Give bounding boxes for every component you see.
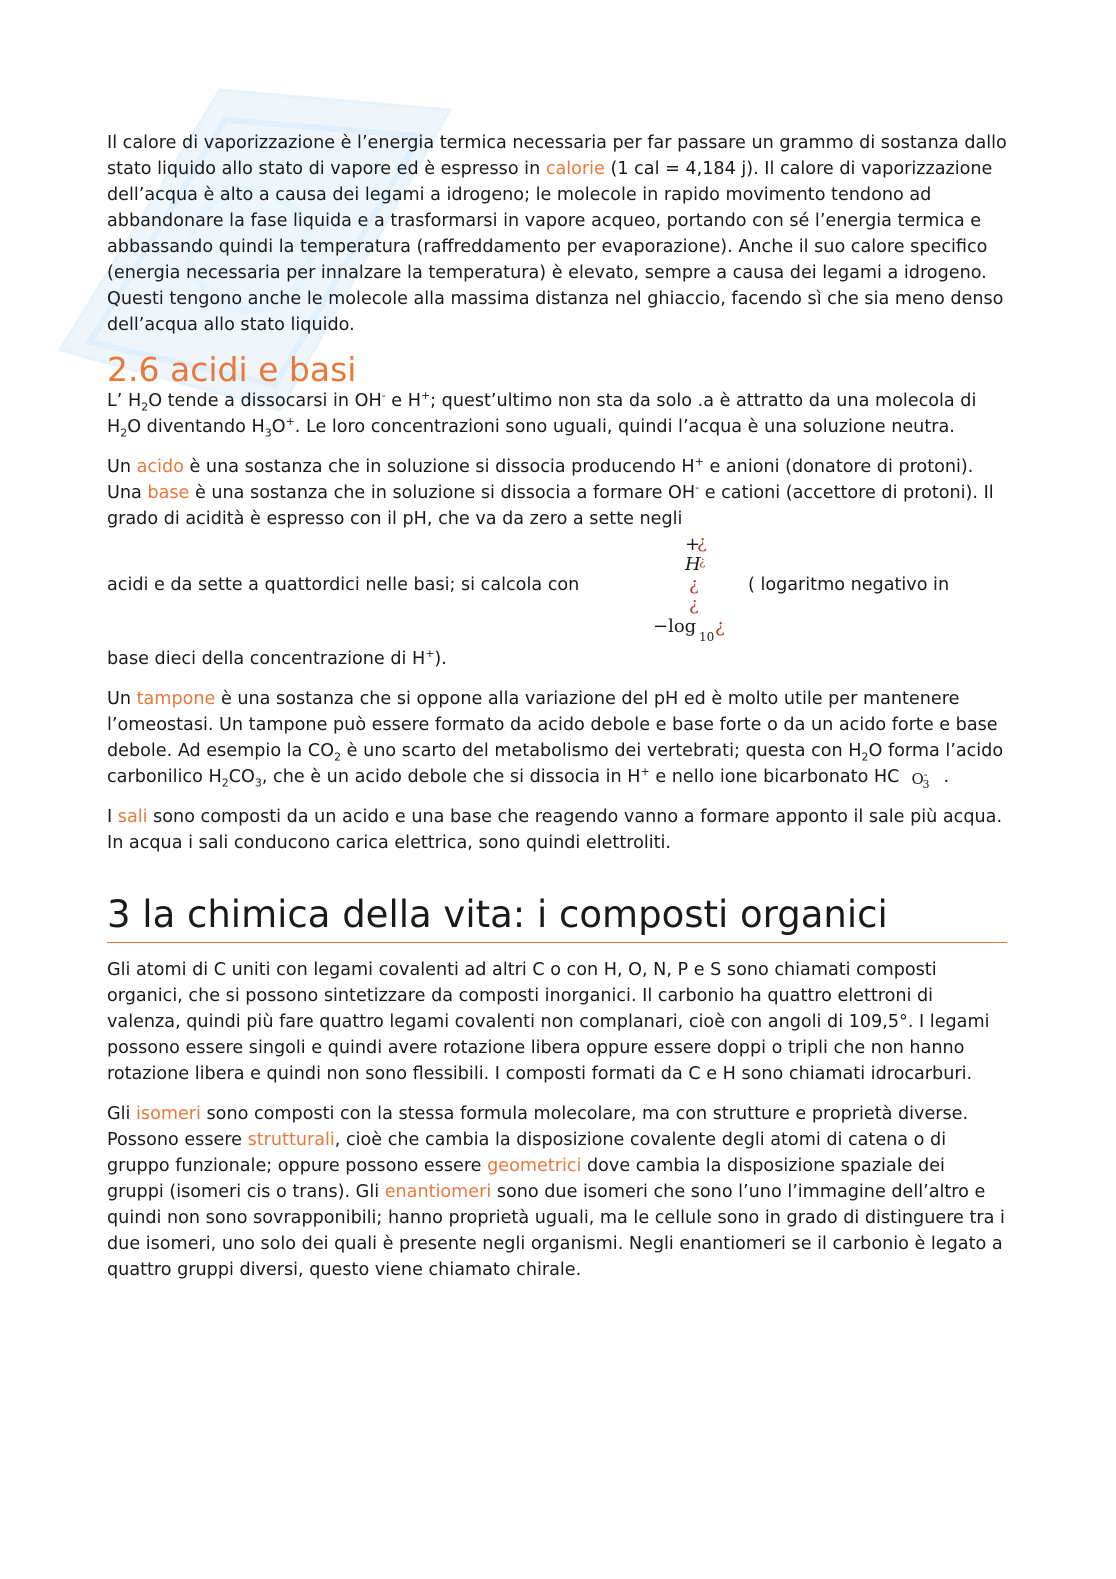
paragraph-isomers: Gli isomeri sono composti con la stessa formula molecolare, ma con strutture e proprietà diverse. Possono essere strutturali, cioè che cambia la disposizione covalente degli atomi di catena o di gruppo funzionale; oppure possono essere geometrici dove cambia la disposizione spaziale dei gruppi (isomeri cis o trans). Gli enantiomeri sono due isomeri che sono l’uno l’immagine dell’altro e quindi non sono sovrapponibili; hanno proprietà uguali, ma le cellule sono in grado di distinguere tra i due isomeri, uno solo dei quali è presente negli organismi. Negli enantiomeri se il carbonio è legato a quattro gruppi diversi, questo viene chiamato chirale. — [107, 1104, 1005, 1280]
ph-formula-line: acidi e da sette a quattordici nelle basi; si calcola con + ¿ H ¿ ¿ ¿ −log 10 ¿ ( logaritmo negativo in — [107, 528, 1007, 646]
term-sali: sali — [117, 807, 148, 827]
paragraph-vaporization: Il calore di vaporizzazione è l’energia termica necessaria per far passare un grammo di sostanza dallo stato liquido allo stato di vapore ed è espresso in calorie (1 cal = 4,184 j). Il calore di vaporizzazione dell’acqua è alto a causa dei legami a idrogeno; le molecole in rapido movimento tendono ad abbandonare la fase liquida e a trasformarsi in vapore acqueo, portando con sé l’energia termica e abbassando quindi la temperatura (raffreddamento per evaporazione). Anche il suo calore specifico (energia necessaria per innalzare la temperatura) è elevato, sempre a causa dei legami a idrogeno. Questi tengono anche le molecole alla massima distanza nel ghiaccio, facendo sì che sia meno denso dell’acqua allo stato liquido. — [107, 133, 1007, 335]
term-enantiomeri: enantiomeri — [384, 1182, 492, 1202]
ph-formula: + ¿ H ¿ ¿ ¿ −log 10 ¿ — [653, 532, 725, 644]
paragraph-acid-base-definition: Un acido è una sostanza che in soluzione si dissocia producendo H+ e anioni (donatore di protoni). Una base è una sostanza che in soluzione si dissocia a formare OH- e cationi (accettore di protoni). Il grado di acidità è espresso con il pH, che va da zero a sette negli — [107, 455, 994, 529]
paragraph-organic-compounds: Gli atomi di C uniti con legami covalenti ad altri C o con H, O, N, P e S sono chiamati composti organici, che si possono sintetizzare da composti inorganici. Il carbonio ha quattro elettroni di valenza, quindi più fare quattro legami covalenti non complanari, cioè con angoli di 109,5°. I legami possono essere singoli e quindi avere rotazione libera oppure essere doppi o tripli che non hanno rotazione libera e quindi non sono flessibili. I composti formati da C e H sono chiamati idrocarburi. — [107, 960, 990, 1084]
term-tampone: tampone — [136, 689, 216, 709]
section-heading-acids-bases: 2.6 acidi e basi — [107, 350, 357, 389]
paragraph-salts: I sali sono composti da un acido e una base che reagendo vanno a formare apponto il sale più acqua. In acqua i sali conducono carica elettrica, sono quindi elettroliti. — [107, 807, 1003, 853]
term-acido: acido — [136, 457, 184, 477]
bicarbonate-formula: $O^-_3$ — [911, 768, 930, 791]
term-base: base — [147, 483, 190, 503]
term-strutturali: strutturali — [247, 1130, 335, 1150]
paragraph-ph-end: base dieci della concentrazione di H+). — [107, 647, 447, 669]
term-isomeri: isomeri — [136, 1104, 201, 1124]
paragraph-buffer: Un tampone è una sostanza che si oppone alla variazione del pH ed è molto utile per mantenere l’omeostasi. Un tampone può essere formato da acido debole e base forte o da un acido forte e base debole. Ad esempio la $CO_2$ è uno scarto del metabolismo dei vertebrati; questa con $H_2O$ forma l’acido carbonilico $H_2CO_3$, che è un acido debole che si dissocia in H+ e nello ione bicarbonato HC $O^-_3$ . — [107, 689, 1004, 791]
chapter-heading-organic-compounds: 3 la chimica della vita: i composti organici — [107, 894, 1007, 943]
document-body — [107, 130, 1007, 1297]
paragraph-dissociation: L’ $H_2O$ tende a dissocarsi in OH- e H+; quest’ultimo non sta da solo .a è attratto da una molecola di $H_2O$ diventando $H_3O^+$. Le loro concentrazioni sono uguali, quindi l’acqua è una soluzione neutra. — [107, 389, 977, 440]
term-calorie: calorie — [545, 159, 605, 179]
term-geometrici: geometrici — [487, 1156, 582, 1176]
